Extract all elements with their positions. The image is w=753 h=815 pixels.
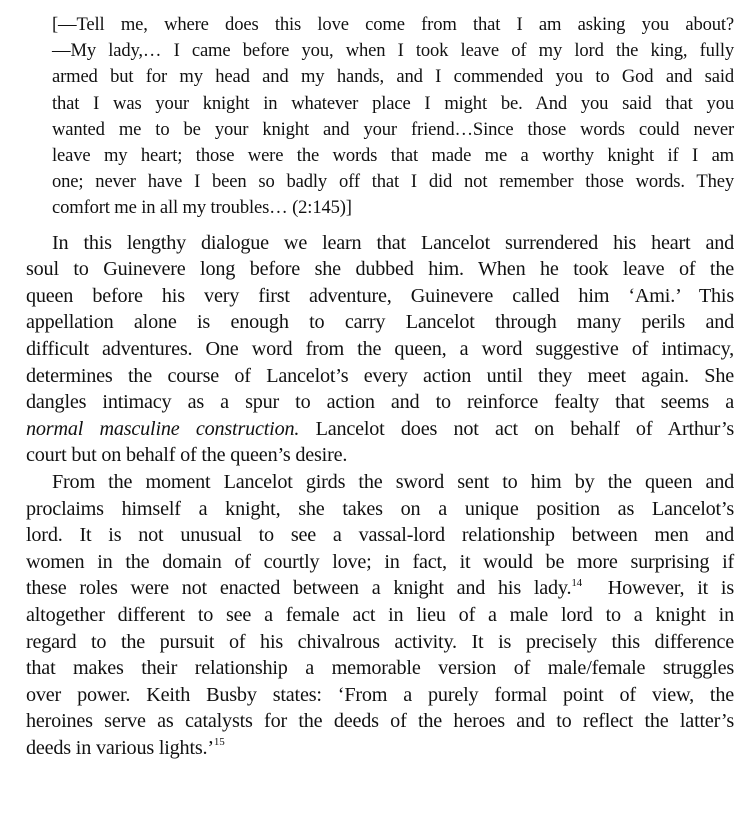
paragraph-line: difficult adventures. One word from the queen, a word suggestive of intimacy,	[26, 338, 734, 360]
text-run: deeds in various lights.’	[26, 736, 214, 759]
quote-line: comfort me in all my troubles… (2:145)]	[52, 197, 352, 219]
footnote-marker-15[interactable]: 15	[213, 736, 225, 749]
text-run: these roles were not enacted between a knight and his lady.	[26, 577, 572, 600]
paragraph-line: queen before his very first adventure, Guinevere called him ‘Ami.’ This	[26, 284, 734, 307]
paragraph-line: women in the domain of courtly love; in fact, it would be more surprising if	[26, 550, 734, 573]
paragraph-line: that makes their relationship a memorable version of male/female struggles	[26, 657, 734, 680]
paragraph-line-mixed	[26, 416, 734, 443]
quote-line: —My lady,… I came before you, when I took leave of my lord the king, fully	[52, 40, 734, 62]
paragraph-line: appellation alone is enough to carry Lancelot through many perils and	[26, 311, 734, 334]
paragraph-2	[26, 469, 734, 762]
paragraph-line: dangles intimacy as a spur to action and to reinforce fealty that seems a	[26, 391, 734, 414]
book-page	[26, 12, 734, 762]
paragraph-line: court but on behalf of the queen’s desire.	[26, 444, 348, 467]
italic-phrase: normal masculine construction.	[26, 417, 300, 440]
paragraph-line-with-footnote	[26, 735, 734, 762]
paragraph-line: over power. Keith Busby states: ‘From a purely formal point of view, the	[26, 683, 734, 706]
paragraph-line: regard to the pursuit of his chivalrous activity. It is precisely this difference	[26, 630, 734, 653]
paragraph-line: heroines serve as catalysts for the deeds of the heroes and to reflect the latter’s	[26, 710, 734, 733]
paragraph-line: proclaims himself a knight, she takes on a unique position as Lancelot’s	[26, 497, 734, 520]
text-run: Lancelot does not act on behalf of Arthur’s	[299, 417, 735, 440]
block-quote	[52, 12, 734, 222]
paragraph-line: In this lengthy dialogue we learn that Lancelot surrendered his heart and	[52, 231, 734, 254]
paragraph-line: determines the course of Lancelot’s every action until they meet again. She	[26, 364, 734, 387]
quote-line: armed but for my head and my hands, and I commended you to God and said	[52, 66, 734, 88]
text-run: However, it is	[581, 577, 734, 600]
paragraph-1	[26, 230, 734, 469]
quote-line: wanted me to be your knight and your friend…Since those words could never	[52, 118, 734, 140]
quote-line: leave my heart; those were the words that made me a worthy knight if I am	[52, 145, 734, 167]
quote-line: one; never have I been so badly off that I did not remember those words. They	[52, 171, 734, 193]
paragraph-line: From the moment Lancelot girds the sword sent to him by the queen and	[52, 470, 734, 493]
paragraph-line-with-footnote	[26, 575, 734, 602]
paragraph-line: lord. It is not unusual to see a vassal-lord relationship between men and	[26, 524, 734, 547]
quote-line: that I was your knight in whatever place I might be. And you said that you	[52, 92, 734, 114]
paragraph-line: altogether different to see a female act in lieu of a male lord to a knight in	[26, 603, 734, 626]
footnote-marker-14[interactable]: 14	[571, 576, 582, 589]
quote-line: [—Tell me, where does this love come from that I am asking you about?	[52, 14, 734, 35]
paragraph-line: soul to Guinevere long before she dubbed him. When he took leave of the	[26, 258, 734, 281]
